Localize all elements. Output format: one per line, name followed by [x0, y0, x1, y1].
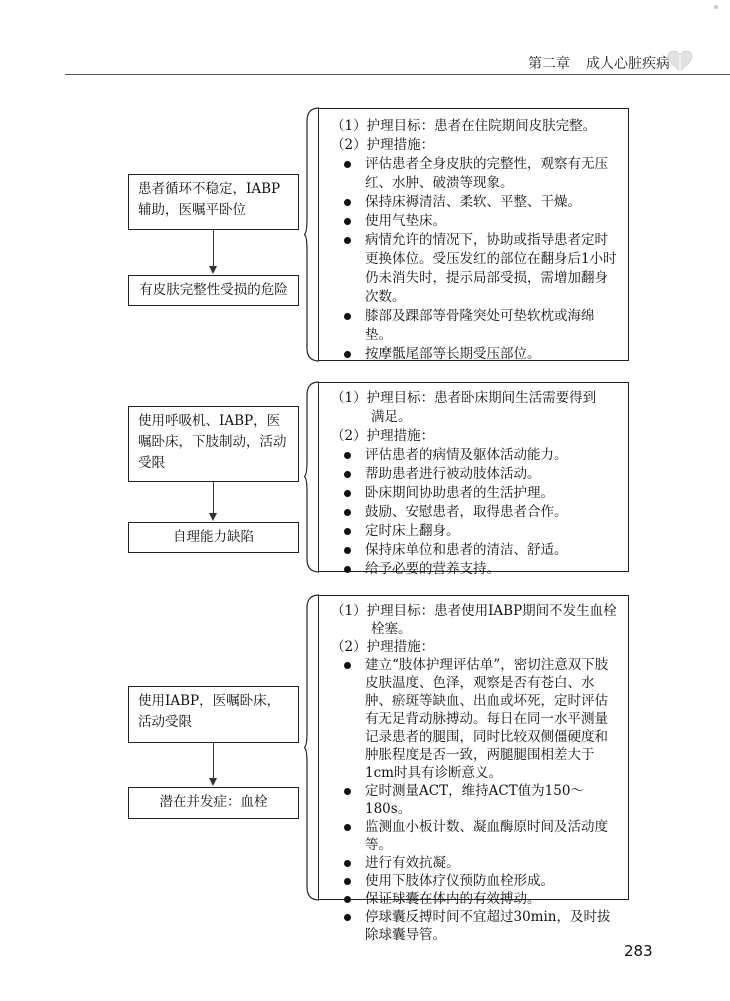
list-item: 停球囊反搏时间不宜超过30min，及时拔除球囊导管。	[341, 908, 618, 944]
list-item: 保持床褥清洁、柔软、平整、干燥。	[341, 193, 618, 212]
list-item: 保证球囊在体内的有效搏动。	[341, 890, 618, 908]
list-item: 病情允许的情况下，协助或指导患者定时更换体位。受压发红的部位在翻身后1小时仍未消失时，提示局部受损，需增加翻身次数。	[341, 231, 618, 307]
goal-1: （1）护理目标：患者在住院期间皮肤完整。	[331, 118, 597, 134]
list-item: 定时床上翻身。	[341, 522, 618, 541]
measures-title-3: （2）护理措施：	[331, 639, 435, 655]
problem-box-1	[128, 275, 299, 306]
list-item: 保持床单位和患者的清洁、舒适。	[341, 541, 618, 560]
heart-icon	[667, 50, 693, 72]
measures-list-1	[331, 155, 618, 364]
list-item: 鼓励、安慰患者，取得患者合作。	[341, 503, 618, 522]
list-item: 帮助患者进行被动肢体活动。	[341, 465, 618, 484]
goal-2: （1）护理目标：患者卧床期间生活需要得到	[331, 390, 597, 406]
problem-box-2	[128, 522, 299, 553]
header-rule	[65, 74, 730, 75]
care-plan-box-3	[318, 595, 629, 943]
list-item: 进行有效抗凝。	[341, 854, 618, 872]
corner-mark	[714, 5, 718, 9]
measures-title-2: （2）护理措施：	[331, 428, 435, 444]
flow-line-3	[213, 743, 214, 779]
flow-line-1	[213, 230, 214, 267]
cause-box-1	[128, 174, 299, 230]
goal-3-cont: 栓塞。	[371, 621, 412, 637]
running-header	[528, 53, 670, 73]
page-number: 283	[624, 942, 653, 960]
problem-text-1: 有皮肤完整性受损的危险	[139, 282, 288, 298]
chapter-label: 第二章	[528, 56, 570, 72]
flow-line-2	[213, 482, 214, 514]
list-item: 卧床期间协助患者的生活护理。	[341, 484, 618, 503]
cause-text-3: 使用IABP，医嘱卧床，活动受限	[138, 693, 281, 730]
list-item: 评估患者全身皮肤的完整性，观察有无压红、水肿、破溃等现象。	[341, 155, 618, 193]
measures-list-2	[331, 446, 618, 579]
list-item: 建立“肢体护理评估单”，密切注意双下肢皮肤温度、色泽，观察是否有苍白、水肿、瘀斑等缺血、出血或坏死，定时评估有无足背动脉搏动。每日在同一水平测量记录患者的腿围，同时比较双侧僵硬度和肿胀程度是否一致，两腿腿围相差大于1cm时具有诊断意义。	[341, 656, 618, 782]
list-item: 使用下肢体疗仪预防血栓形成。	[341, 872, 618, 890]
list-item: 膝部及踝部等骨隆突处可垫软枕或海绵垫。	[341, 307, 618, 345]
arrow-down-icon	[209, 513, 217, 521]
problem-box-3	[128, 787, 299, 819]
cause-text-1: 患者循环不稳定，IABP辅助，医嘱平卧位	[138, 181, 281, 218]
goal-3: （1）护理目标：患者使用IABP期间不发生血栓	[331, 603, 617, 619]
cause-text-2: 使用呼吸机、IABP，医嘱卧床，下肢制动，活动受限	[138, 413, 287, 471]
arrow-down-icon	[209, 778, 217, 786]
list-item: 监测血小板计数、凝血酶原时间及活动度等。	[341, 818, 618, 854]
list-item: 给予必要的营养支持。	[341, 560, 618, 579]
arrow-down-icon	[209, 266, 217, 274]
problem-text-2: 自理能力缺陷	[173, 529, 254, 545]
cause-box-3	[128, 686, 299, 743]
measures-list-3	[331, 656, 618, 944]
care-plan-box-1	[318, 108, 629, 361]
problem-text-3: 潜在并发症：血栓	[159, 794, 268, 810]
list-item: 使用气垫床。	[341, 212, 618, 231]
goal-2-cont: 满足。	[371, 409, 412, 425]
list-item: 按摩骶尾部等长期受压部位。	[341, 345, 618, 364]
cause-box-2	[128, 406, 299, 482]
chapter-title: 成人心脏疾病	[586, 56, 670, 72]
list-item: 定时测量ACT，维持ACT值为150～180s。	[341, 782, 618, 818]
measures-title-1: （2）护理措施：	[331, 137, 435, 153]
list-item: 评估患者的病情及躯体活动能力。	[341, 446, 618, 465]
care-plan-box-2	[318, 382, 629, 577]
